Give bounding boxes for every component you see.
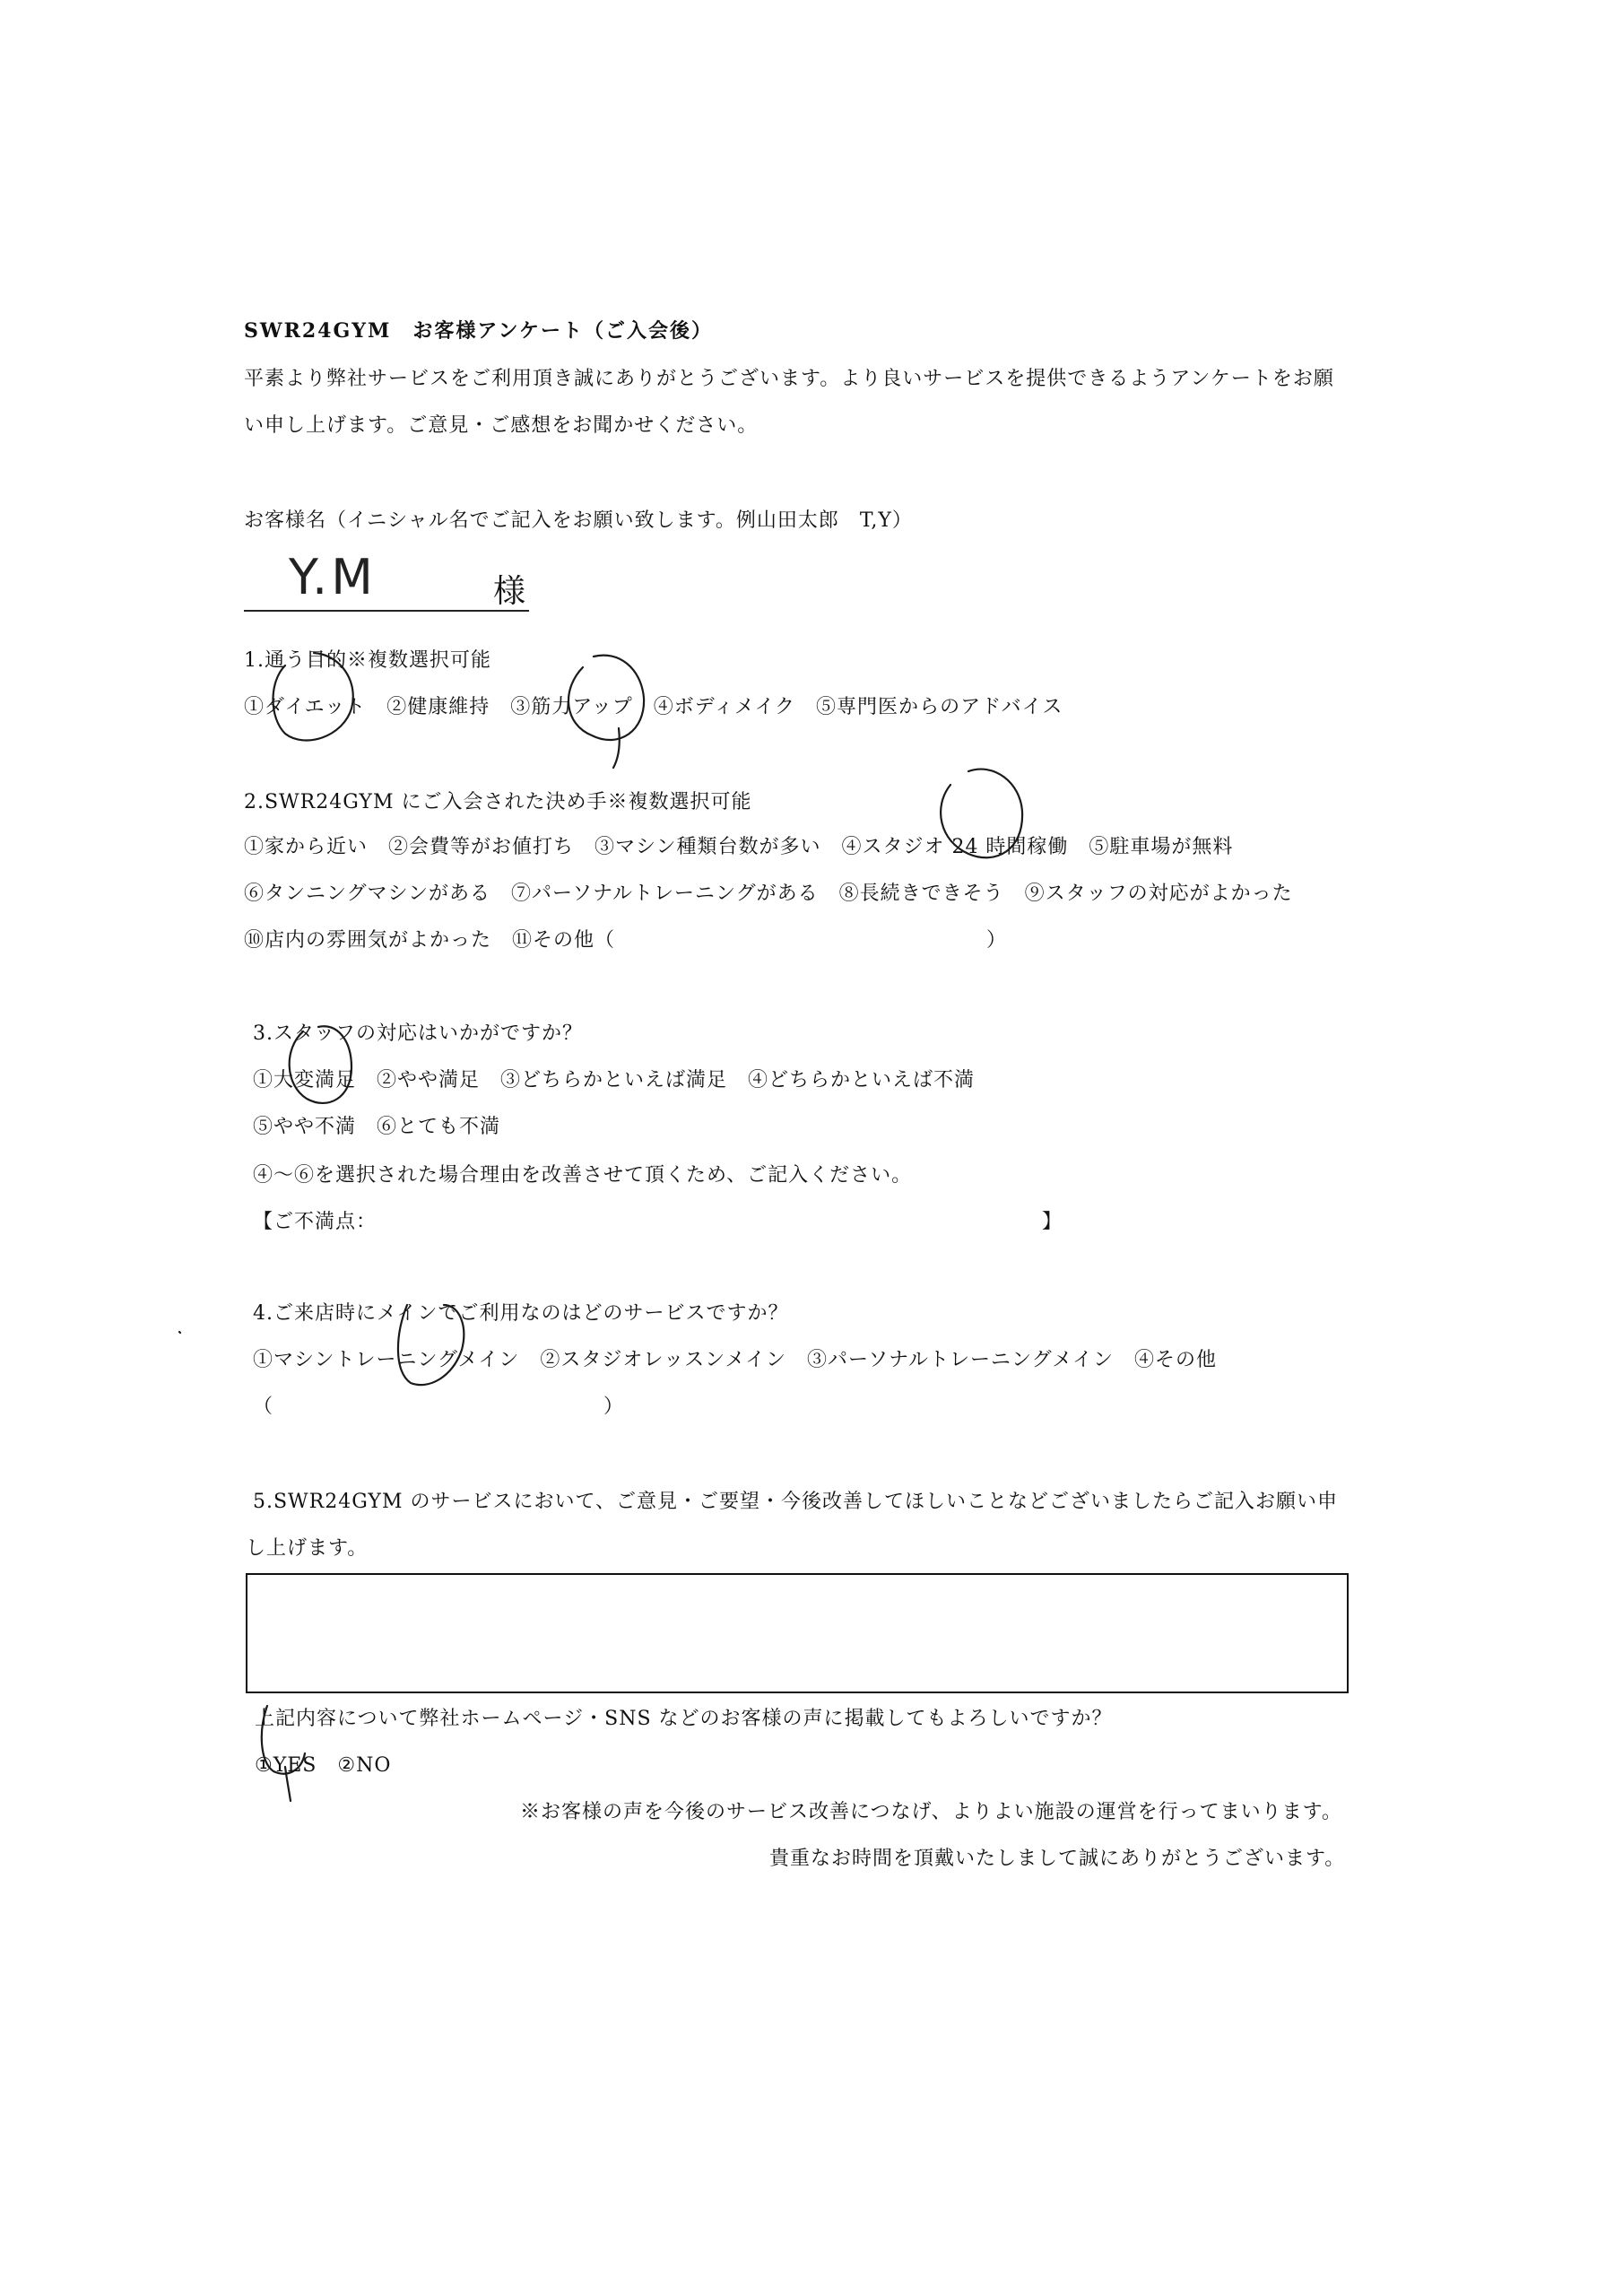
q3-options-row-1: ①大変満足 ②やや満足 ③どちらかといえば満足 ④どちらかといえば不満 bbox=[253, 1069, 976, 1091]
q4-other-blank: （ ） bbox=[253, 1396, 625, 1418]
survey-title: SWR24GYM お客様アンケート（ご入会後） bbox=[244, 319, 714, 343]
q2-options-row-1: ①家から近い ②会費等がお値打ち ③マシン種類台数が多い ④スタジオ 24 時間稼働 ⑤駐車場が無料 bbox=[244, 836, 1234, 858]
footer-line-1: ※お客様の声を今後のサービス改善につなげ、よりよい施設の運営を行ってまいります。 bbox=[520, 1801, 1342, 1823]
q3-complaint-close: 】 bbox=[1042, 1211, 1063, 1233]
name-underline bbox=[244, 610, 529, 612]
name-suffix: 様 bbox=[493, 573, 526, 610]
q3-complaint-open: 【ご不満点： bbox=[253, 1211, 378, 1233]
q2-options-row-2: ⑥タンニングマシンがある ⑦パーソナルトレーニングがある ⑧長続きできそう ⑨スタッフの対応がよかった bbox=[244, 883, 1293, 905]
q1-heading: 1.通う目的※複数選択可能 bbox=[244, 649, 491, 672]
q5-text-line-1: 5.SWR24GYM のサービスにおいて、ご意見・ご要望・今後改善してほしいことなどございましたらご記入お願い申 bbox=[253, 1491, 1339, 1513]
intro-line-2: い申し上げます。ご意見・ご感想をお聞かせください。 bbox=[244, 414, 759, 437]
customer-name-label: お客様名（イニシャル名でご記入をお願い致します。例山田太郎 T,Y） bbox=[244, 509, 913, 532]
q3-note: ④～⑥を選択された場合理由を改善させて頂くため、ご記入ください。 bbox=[253, 1164, 913, 1187]
q5-text-line-2: し上げます。 bbox=[246, 1537, 369, 1560]
q6-question: 上記内容について弊社ホームページ・SNS などのお客様の声に掲載してもよろしいですか？ bbox=[255, 1708, 1113, 1730]
q4-options: ①マシントレーニングメイン ②スタジオレッスンメイン ③パーソナルトレーニングメイン ④その他 bbox=[253, 1349, 1217, 1371]
q3-options-row-2: ⑤やや不満 ⑥とても不満 bbox=[253, 1116, 501, 1138]
handwritten-initials: Y.M bbox=[289, 549, 377, 605]
q2-heading: 2.SWR24GYM にご入会された決め手※複数選択可能 bbox=[244, 791, 752, 813]
q4-heading: 4.ご来店時にメインでご利用なのはどのサービスですか？ bbox=[253, 1302, 789, 1325]
mark-stray-dot bbox=[179, 1332, 180, 1333]
footer-line-2: 貴重なお時間を頂戴いたしまして誠にありがとうございます。 bbox=[769, 1848, 1346, 1870]
q2-options-row-3: ⑩店内の雰囲気がよかった ⑪その他（ ） bbox=[244, 929, 1008, 952]
q1-options: ①ダイエット ②健康維持 ③筋力アップ ④ボディメイク ⑤専門医からのアドバイス bbox=[244, 696, 1063, 718]
q3-heading: 3.スタッフの対応はいかがですか？ bbox=[253, 1022, 583, 1045]
q6-options: ①YES ②NO bbox=[255, 1754, 392, 1777]
q5-comment-box[interactable] bbox=[246, 1573, 1349, 1693]
intro-line-1: 平素より弊社サービスをご利用頂き誠にありがとうございます。より良いサービスを提供できるようアンケートをお願 bbox=[244, 368, 1334, 390]
